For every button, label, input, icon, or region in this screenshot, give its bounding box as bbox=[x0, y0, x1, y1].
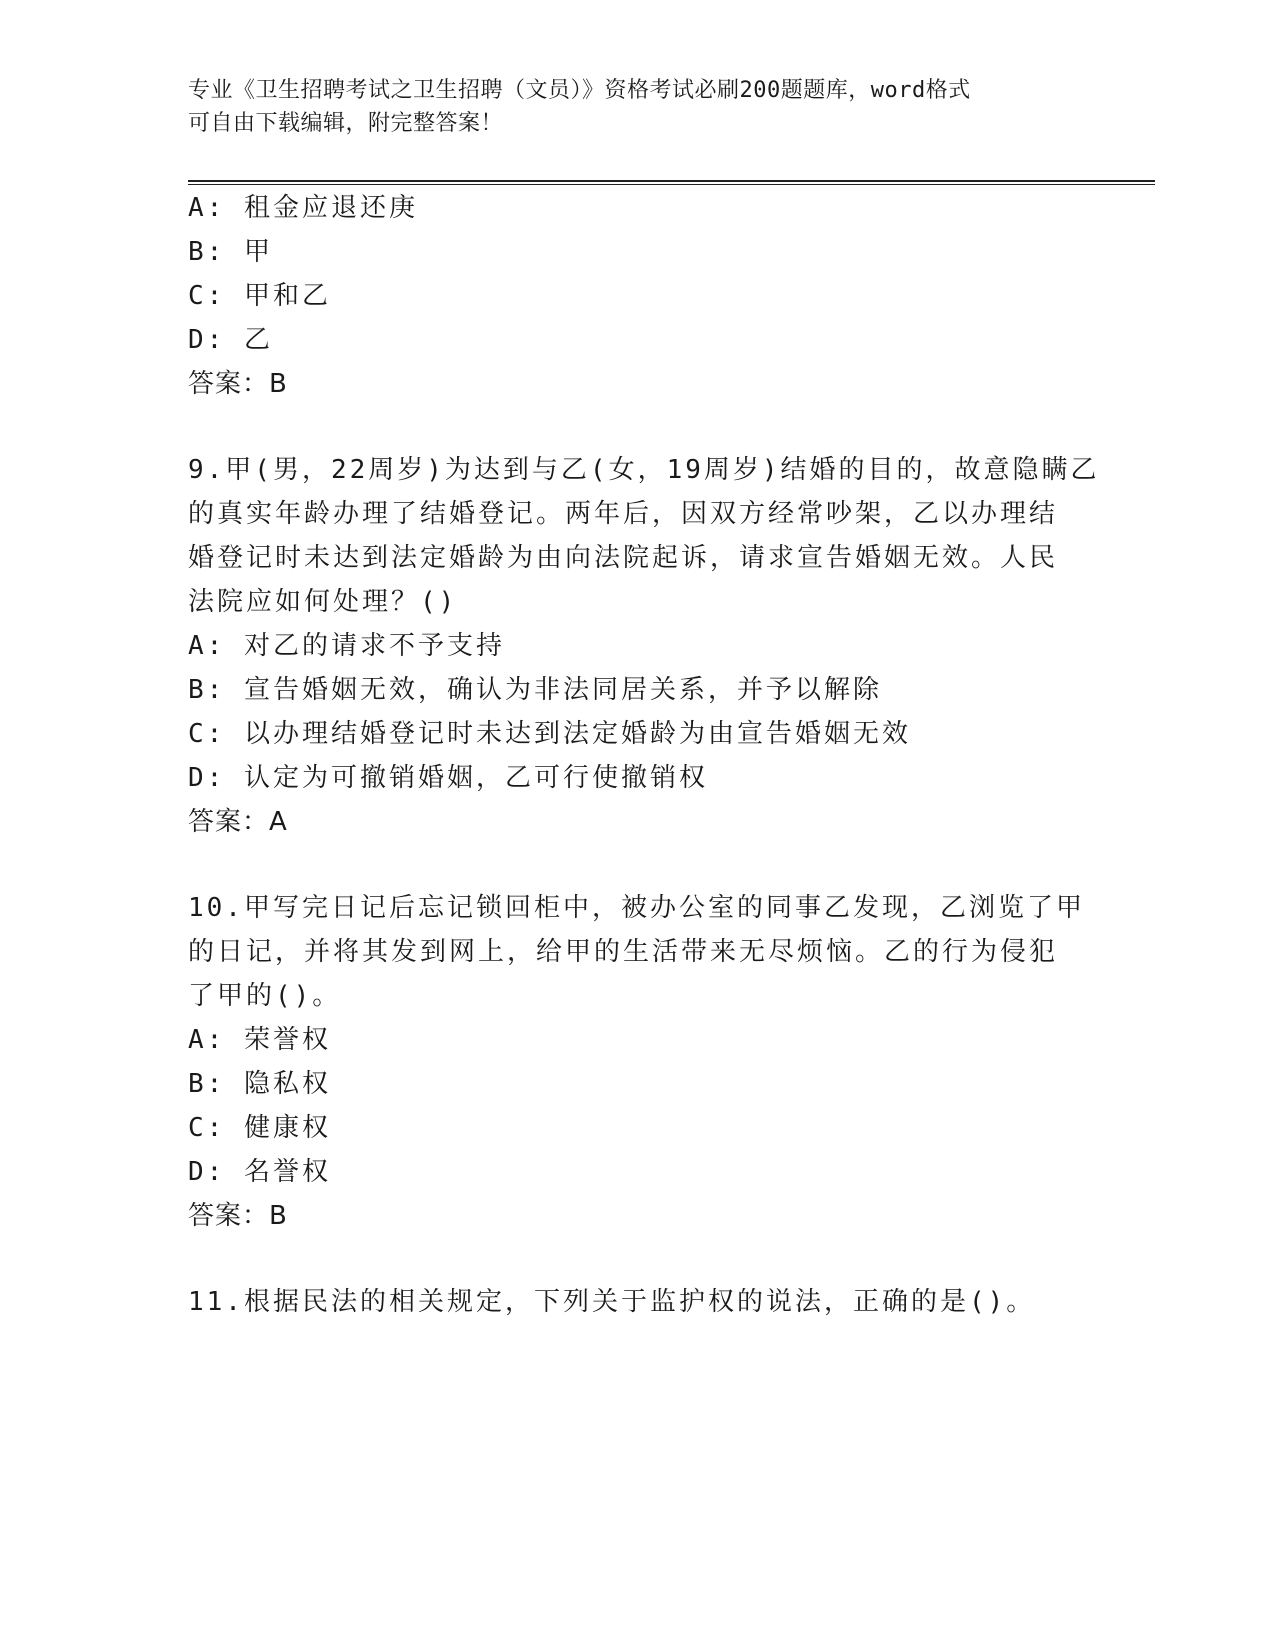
q10-option-a: A: 荣誉权 bbox=[188, 1025, 331, 1055]
q9-stem-line-1: 9.甲(男，22周岁)为达到与乙(女，19周岁)结婚的目的，故意隐瞒乙 bbox=[188, 455, 1100, 485]
q10-stem-line-1: 10.甲写完日记后忘记锁回柜中，被办公室的同事乙发现，乙浏览了甲 bbox=[188, 893, 1085, 923]
q9-stem-line-3: 婚登记时未达到法定婚龄为由向法院起诉，请求宣告婚姻无效。人民 bbox=[188, 543, 1059, 573]
q9-stem-line-4: 法院应如何处理？() bbox=[188, 587, 458, 617]
q9-answer: 答案：A bbox=[188, 807, 288, 837]
q8-option-a: A: 租金应退还庚 bbox=[188, 193, 418, 223]
document-header bbox=[188, 74, 1088, 140]
q8-option-d: D: 乙 bbox=[188, 325, 273, 355]
q11-stem-line-1: 11.根据民法的相关规定，下列关于监护权的说法，正确的是()。 bbox=[188, 1287, 1036, 1317]
q9-stem-line-2: 的真实年龄办理了结婚登记。两年后，因双方经常吵架，乙以办理结 bbox=[188, 499, 1059, 529]
header-divider-thin bbox=[188, 184, 1155, 185]
header-title-line-1: 专业《卫生招聘考试之卫生招聘（文员）》资格考试必刷200题题库，word格式 bbox=[188, 78, 971, 103]
q10-option-d: D: 名誉权 bbox=[188, 1157, 331, 1187]
q8-option-b: B: 甲 bbox=[188, 237, 273, 267]
q9-option-a: A: 对乙的请求不予支持 bbox=[188, 631, 505, 661]
q9-option-c: C: 以办理结婚登记时未达到法定婚龄为由宣告婚姻无效 bbox=[188, 719, 911, 749]
q9-option-b: B: 宣告婚姻无效，确认为非法同居关系，并予以解除 bbox=[188, 675, 882, 705]
q8-option-c: C: 甲和乙 bbox=[188, 281, 331, 311]
q10-answer: 答案：B bbox=[188, 1201, 288, 1231]
q10-option-b: B: 隐私权 bbox=[188, 1069, 331, 1099]
header-divider-thick bbox=[188, 180, 1155, 182]
q9-option-d: D: 认定为可撤销婚姻，乙可行使撤销权 bbox=[188, 763, 708, 793]
q10-stem-line-2: 的日记，并将其发到网上，给甲的生活带来无尽烦恼。乙的行为侵犯 bbox=[188, 937, 1059, 967]
q10-stem-line-3: 了甲的()。 bbox=[188, 981, 342, 1011]
q10-option-c: C: 健康权 bbox=[188, 1113, 331, 1143]
q8-answer: 答案：B bbox=[188, 369, 288, 399]
header-title-line-2: 可自由下载编辑，附完整答案！ bbox=[188, 111, 504, 136]
